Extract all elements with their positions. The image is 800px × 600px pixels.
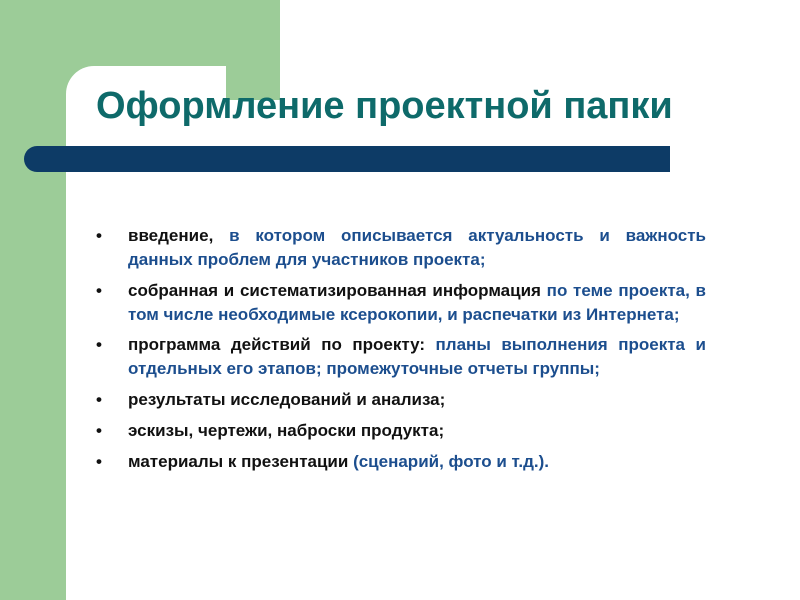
bullet-dot-icon: • bbox=[96, 452, 102, 471]
bullet-text: собранная и систематизированная информация bbox=[128, 281, 547, 300]
bullet-list bbox=[96, 224, 706, 481]
bullet-text: , bbox=[208, 226, 230, 245]
bullet-dot-icon: • bbox=[96, 335, 102, 354]
bullet-text: программа действий по проекту: bbox=[128, 335, 436, 354]
bullet-text: эскизы, чертежи, наброски продукта; bbox=[128, 421, 445, 440]
bullet-item-presentation bbox=[96, 450, 706, 474]
bullet-item-results bbox=[96, 388, 706, 412]
decor-green-left bbox=[0, 0, 66, 600]
bullet-text-blue: в котором описывается актуальность и важность данных проблем для участников проекта; bbox=[128, 226, 707, 269]
slide-title: Оформление проектной папки bbox=[96, 85, 673, 127]
bullet-dot-icon: • bbox=[96, 226, 102, 245]
bullet-item-information bbox=[96, 279, 706, 327]
bullet-dot-icon: • bbox=[96, 390, 102, 409]
bullet-text-blue: по теме проекта, в том числе необходимые ксерокопии, и распечатки из Интернета; bbox=[128, 281, 706, 324]
bullet-dot-icon: • bbox=[96, 281, 102, 300]
bullet-dot-icon: • bbox=[96, 421, 102, 440]
bullet-text-blue: планы выполнения проекта и отдельных его этапов; промежуточные отчеты группы; bbox=[128, 335, 706, 378]
bullet-item-introduction bbox=[96, 224, 706, 272]
bullet-item-program bbox=[96, 333, 706, 381]
bullet-text: введение bbox=[128, 226, 209, 245]
bullet-text: результаты исследований и анализа; bbox=[128, 390, 446, 409]
bullet-text: материалы к презентации bbox=[128, 452, 354, 471]
bullet-item-sketches bbox=[96, 419, 706, 443]
title-underline-bar bbox=[24, 146, 670, 172]
bullet-text-blue: (сценарий, фото и т.д.). bbox=[353, 452, 549, 471]
